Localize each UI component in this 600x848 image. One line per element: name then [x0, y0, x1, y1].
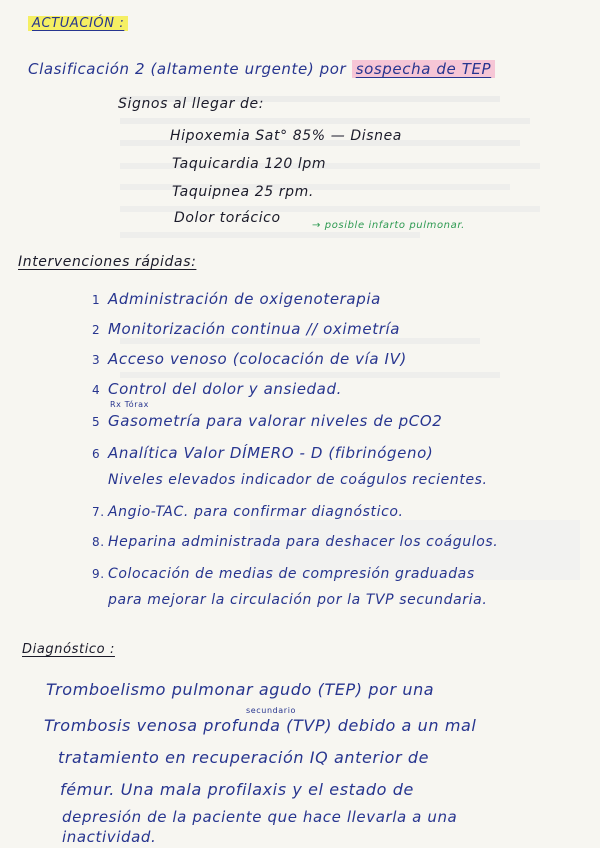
intervention-item [92, 504, 404, 520]
item-number: 9. [92, 567, 105, 581]
annotation-rx: Rx Tórax [110, 400, 149, 409]
item-number: 1 [92, 293, 101, 307]
item-number: 5 [92, 415, 101, 429]
diagnosis-line: depresión de la paciente que hace llevarla a una [62, 808, 458, 826]
item-number: 7. [92, 505, 105, 519]
intervention-item-continuation: Niveles elevados indicador de coágulos recientes. [108, 472, 488, 488]
item-number: 8. [92, 535, 105, 549]
intervention-item [92, 534, 498, 550]
bleed-through-line [120, 372, 500, 378]
item-number: 4 [92, 383, 101, 397]
section-heading-diagnostico: Diagnóstico : [22, 642, 115, 657]
bleed-through-line [120, 232, 420, 238]
intervention-item [92, 290, 381, 308]
item-text: Acceso venoso (colocación de vía IV) [108, 350, 407, 368]
intervention-item [92, 444, 433, 462]
item-text: Gasometría para valorar niveles de pCO2 [108, 412, 443, 430]
sign-note: → posible infarto pulmonar. [312, 220, 465, 231]
sign-item: Hipoxemia Sat° 85% — Disnea [170, 128, 402, 144]
diagnosis-line: Tromboelismo pulmonar agudo (TEP) por una [46, 680, 435, 699]
item-text: Heparina administrada para deshacer los coágulos. [108, 534, 499, 550]
intervention-item [92, 566, 475, 582]
intervention-item [92, 380, 342, 398]
item-text: Colocación de medias de compresión graduadas [108, 566, 475, 582]
item-text: Analítica Valor DÍMERO - D (fibrinógeno) [108, 444, 434, 462]
item-text: Control del dolor y ansiedad. [108, 380, 342, 398]
intervention-item [92, 350, 407, 368]
signs-intro: Signos al llegar de: [118, 96, 265, 112]
item-text: Angio-TAC. para confirmar diagnóstico. [108, 504, 404, 520]
diagnosis-line: Trombosis venosa profunda (TVP) debido a un mal [44, 716, 477, 735]
suspicion-highlight: sospecha de TEP [352, 60, 495, 78]
item-number: 6 [92, 447, 101, 461]
diagnosis-line: inactividad. [62, 828, 157, 846]
item-number: 3 [92, 353, 101, 367]
classification-line [28, 60, 495, 78]
diagnosis-superscript: secundario [246, 706, 297, 715]
bleed-through-line [120, 338, 480, 344]
diagnosis-line: fémur. Una mala profilaxis y el estado de [60, 780, 414, 799]
intervention-item [92, 320, 400, 338]
section-heading-actuacion: ACTUACIÓN : [28, 16, 128, 31]
intervention-item [92, 412, 442, 430]
intervention-item-continuation: para mejorar la circulación por la TVP secundaria. [108, 592, 488, 608]
sign-item: Taquipnea 25 rpm. [172, 184, 314, 200]
sign-item: Taquicardia 120 lpm [172, 156, 327, 172]
item-text: Administración de oxigenoterapia [108, 290, 381, 308]
item-number: 2 [92, 323, 101, 337]
item-text: Monitorización continua // oximetría [108, 320, 401, 338]
classification-text: Clasificación 2 (altamente urgente) por [28, 60, 347, 78]
bleed-through-line [120, 118, 530, 124]
section-heading-intervenciones: Intervenciones rápidas: [18, 254, 197, 270]
diagnosis-line: tratamiento en recuperación IQ anterior de [58, 748, 430, 767]
sign-item: Dolor torácico [174, 210, 281, 226]
